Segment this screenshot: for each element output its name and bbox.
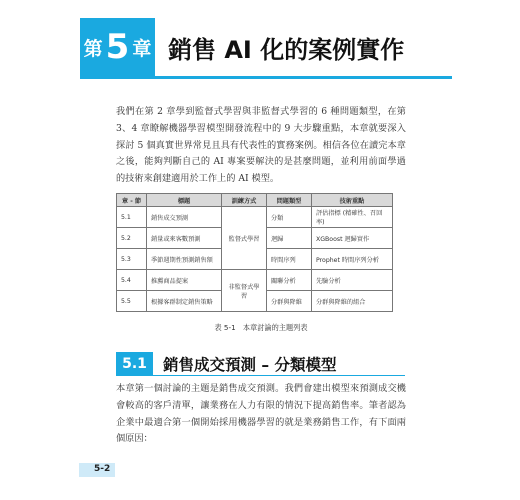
page-number: 5-2 (94, 464, 111, 474)
table-cell-tech: Prophet 時間序列分析 (312, 249, 393, 270)
table-cell-type: 分類 (267, 207, 312, 228)
table-cell-title: 銷量或來客數預測 (147, 228, 222, 249)
table-row (117, 207, 393, 228)
section-number-box (116, 352, 153, 375)
table-header-cell: 標題 (147, 194, 222, 207)
table-cell-tech: 分群與降維的組合 (312, 291, 393, 312)
table-cell-title: 根據客群制定銷售策略 (147, 291, 222, 312)
table-cell-section: 5.4 (117, 270, 147, 291)
table-cell-type: 時間序列 (267, 249, 312, 270)
chapter-label-box (80, 18, 155, 76)
chapter-prefix: 第 (83, 37, 103, 60)
table-cell-type: 分群與降維 (267, 291, 312, 312)
table-cell-section: 5.1 (117, 207, 147, 228)
table-header-cell: 訓練方式 (222, 194, 267, 207)
section-number: 5.1 (122, 355, 147, 372)
table-cell-type: 關聯分析 (267, 270, 312, 291)
topic-table (116, 193, 393, 312)
chapter-suffix: 章 (132, 37, 152, 60)
section-title: 銷售成交預測 – 分類模型 (163, 356, 337, 374)
table-cell-title: 推薦商品提案 (147, 270, 222, 291)
chapter-number: 5 (105, 27, 130, 67)
table-header-cell: 問題類型 (267, 194, 312, 207)
table-cell-type: 迴歸 (267, 228, 312, 249)
table-cell-tech: 先驗分析 (312, 270, 393, 291)
table-cell-training: 非監督式學習 (222, 270, 267, 312)
intro-paragraph: 我們在第 2 章學到監督式學習與非監督式學習的 6 種問題類型，在第 3、4 章瞭解機器學習模型開發流程中的 9 大步驟重點，本章就要深入探討 5 個真實世界常見且具有代表性的實務案例。相信各位在讀完本章之後，能夠判斷自己的 AI 專案要解決的是甚麼問題，並利用前面學過的技術來創建適用於工作上的 AI 模型。 (116, 106, 406, 185)
table-header-cell: 章 - 節 (117, 194, 147, 207)
chapter-title-rule (80, 76, 452, 79)
table-cell-section: 5.2 (117, 228, 147, 249)
table-header-row (117, 194, 393, 207)
table-cell-title: 季節週期性預測銷售額 (147, 249, 222, 270)
table-cell-training: 監督式學習 (222, 207, 267, 270)
table-cell-title: 銷售成交預測 (147, 207, 222, 228)
table-row (117, 270, 393, 291)
table-cell-tech: XGBoost 迴歸實作 (312, 228, 393, 249)
section-title-rule (116, 375, 405, 376)
chapter-title: 銷售 AI 化的案例實作 (168, 36, 405, 64)
table-cell-tech: 評估指標 (精確性、召回率) (312, 207, 393, 228)
table-caption: 表 5-1 本章討論的主題列表 (214, 323, 308, 332)
table-cell-section: 5.3 (117, 249, 147, 270)
table-cell-section: 5.5 (117, 291, 147, 312)
table-header-cell: 技術重點 (312, 194, 393, 207)
section-paragraph: 本章第一個討論的主題是銷售成交預測。我們會建出模型來預測成交機會較高的客戶清單，讓業務在人力有限的情況下提高銷售率。筆者認為企業中最適合第一個開始採用機器學習的就是業務銷售工作，有下面兩個原因： (116, 383, 406, 445)
